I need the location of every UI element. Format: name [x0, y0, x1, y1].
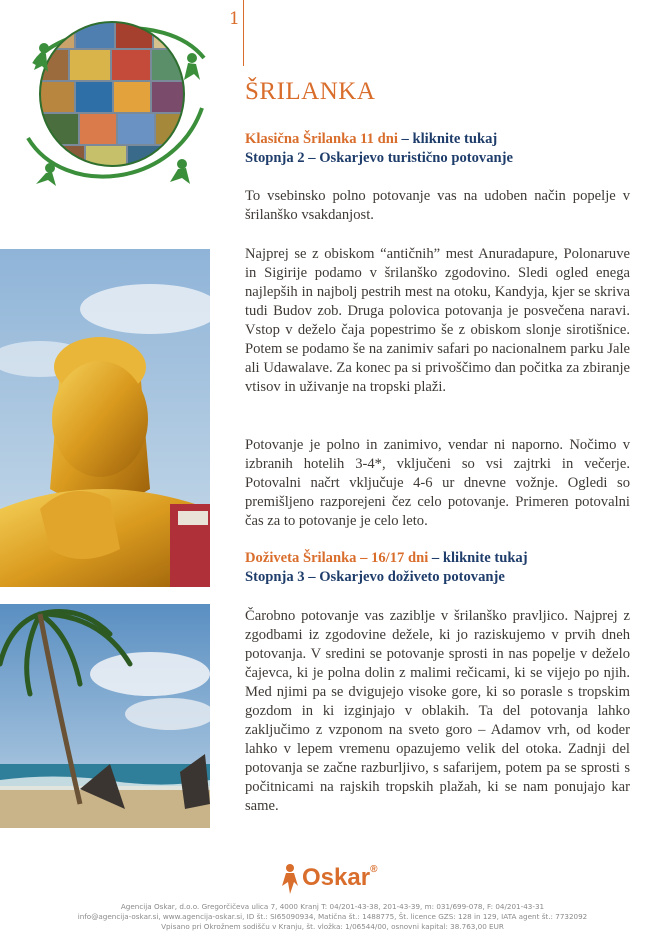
- tour-2-link[interactable]: – kliknite tukaj: [428, 550, 528, 566]
- buddha-statue-photo: [0, 249, 210, 587]
- page-title: ŠRILANKA: [245, 78, 376, 105]
- tour-1-paragraph: Najprej se z obiskom “antičnih” mest Anuradapure, Polonaruve in Sigirije podamo v šrilanško zgodovino. Sledi ogled enega najlepših in najbolj pestrih mest na otoku, Kandyja, kjer se skriva tudi Budov zob. Druga polovica potovanja je posvečena naravi. Vstop v deželo čaja popestrimo še z obiskom slonje sirotišnice. Potem se podamo še na zanimiv safari po nacionalnem parku Jale ali Udawalave. Za konec pa si privoščimo dan počitka za zbiranje vtisov in uživanje na tropski plaži.: [245, 246, 630, 395]
- globe-collage-image: [14, 8, 214, 188]
- tour-2-section: [245, 549, 630, 587]
- tour-1-section: [245, 130, 630, 168]
- tropical-beach-photo: [0, 604, 210, 828]
- oskar-logo[interactable]: [302, 864, 377, 892]
- logo-text: Oskar: [302, 864, 371, 891]
- header-divider: [243, 0, 244, 66]
- tour-2-name: Doživeta Šrilanka – 16/17 dni: [245, 550, 429, 566]
- page-number: 1: [229, 9, 240, 29]
- tour-1-link[interactable]: – kliknite tukaj: [397, 131, 498, 147]
- footer: [0, 902, 665, 932]
- tour-2-body: [245, 607, 630, 816]
- footer-address: Agencija Oskar, d.o.o. Gregorčičeva ulica 7, 4000 Kranj T: 04/201-43-38, 201-43-39, m: 031/699-078, F: 04/201-43-31: [120, 902, 545, 911]
- footer-registration: Vpisano pri Okrožnem sodišču v Kranju, št. vložka: 1/06544/00, osnovni kapital: 38.763,00 EUR: [161, 922, 504, 931]
- tour-2-paragraph: Čarobno potovanje vas zaziblje v šrilanško pravljico. Najprej z zgodbami iz zgodovine dežele, ki jo raziskujemo v prvih dneh potovanja. V sredini se potovanje sprosti in nas popelje v deželo čajevca, ki je polna dolin z malimi rečicami, ki se vijejo po njih. Med njimi pa se dvigujejo visoke gore, ki so porasle s tropskim gozdom in ki izginjajo v oblakih. Ta del potovanja lahko zaključimo z vzponom na sveto goro – Adamov vrh, od koder lahko v lepem vremenu opazujemo velik del otoka. Zadnji del potovanja se začne razburljivo, s safarijem, potem pa se sprosti s počitnicami na rajskih tropskih plažah, ki se nam ponujajo kar same.: [245, 608, 630, 814]
- tour-1-paragraph: To vsebinsko polno potovanje vas na udoben način popelje v šrilanško vsakdanjost.: [245, 188, 630, 223]
- tour-1-name: Klasična Šrilanka 11 dni: [245, 131, 398, 147]
- footer-contacts: info@agencija-oskar.si, www.agencija-oskar.si, ID št.: SI65090934, Matična št.: 1488775, Št. licence GZS: 128 in 129, IATA agent št.: 7732092: [77, 912, 588, 921]
- registered-mark: ®: [370, 864, 378, 875]
- tour-1-body: [245, 245, 630, 397]
- tour-1-heading: [245, 130, 630, 149]
- tour-2-heading: [245, 549, 630, 568]
- tour-1-level: Stopnja 2 – Oskarjevo turistično potovanje: [245, 150, 513, 166]
- tour-2-level: Stopnja 3 – Oskarjevo doživeto potovanje: [245, 569, 505, 585]
- tour-1-paragraph: Potovanje je polno in zanimivo, vendar ni naporno. Nočimo v izbranih hotelih 3-4*, vključeni so vsi zajtrki in večerje. Potovalni načrt vključuje 4-6 ur dnevne vožnje. Ogledi so premišljeno razporejeni čez celo potovanje. Primeren potovalni čas za to potovanje je celo leto.: [245, 437, 630, 529]
- tour-1-details: [245, 436, 630, 531]
- tour-1-intro: [245, 187, 630, 225]
